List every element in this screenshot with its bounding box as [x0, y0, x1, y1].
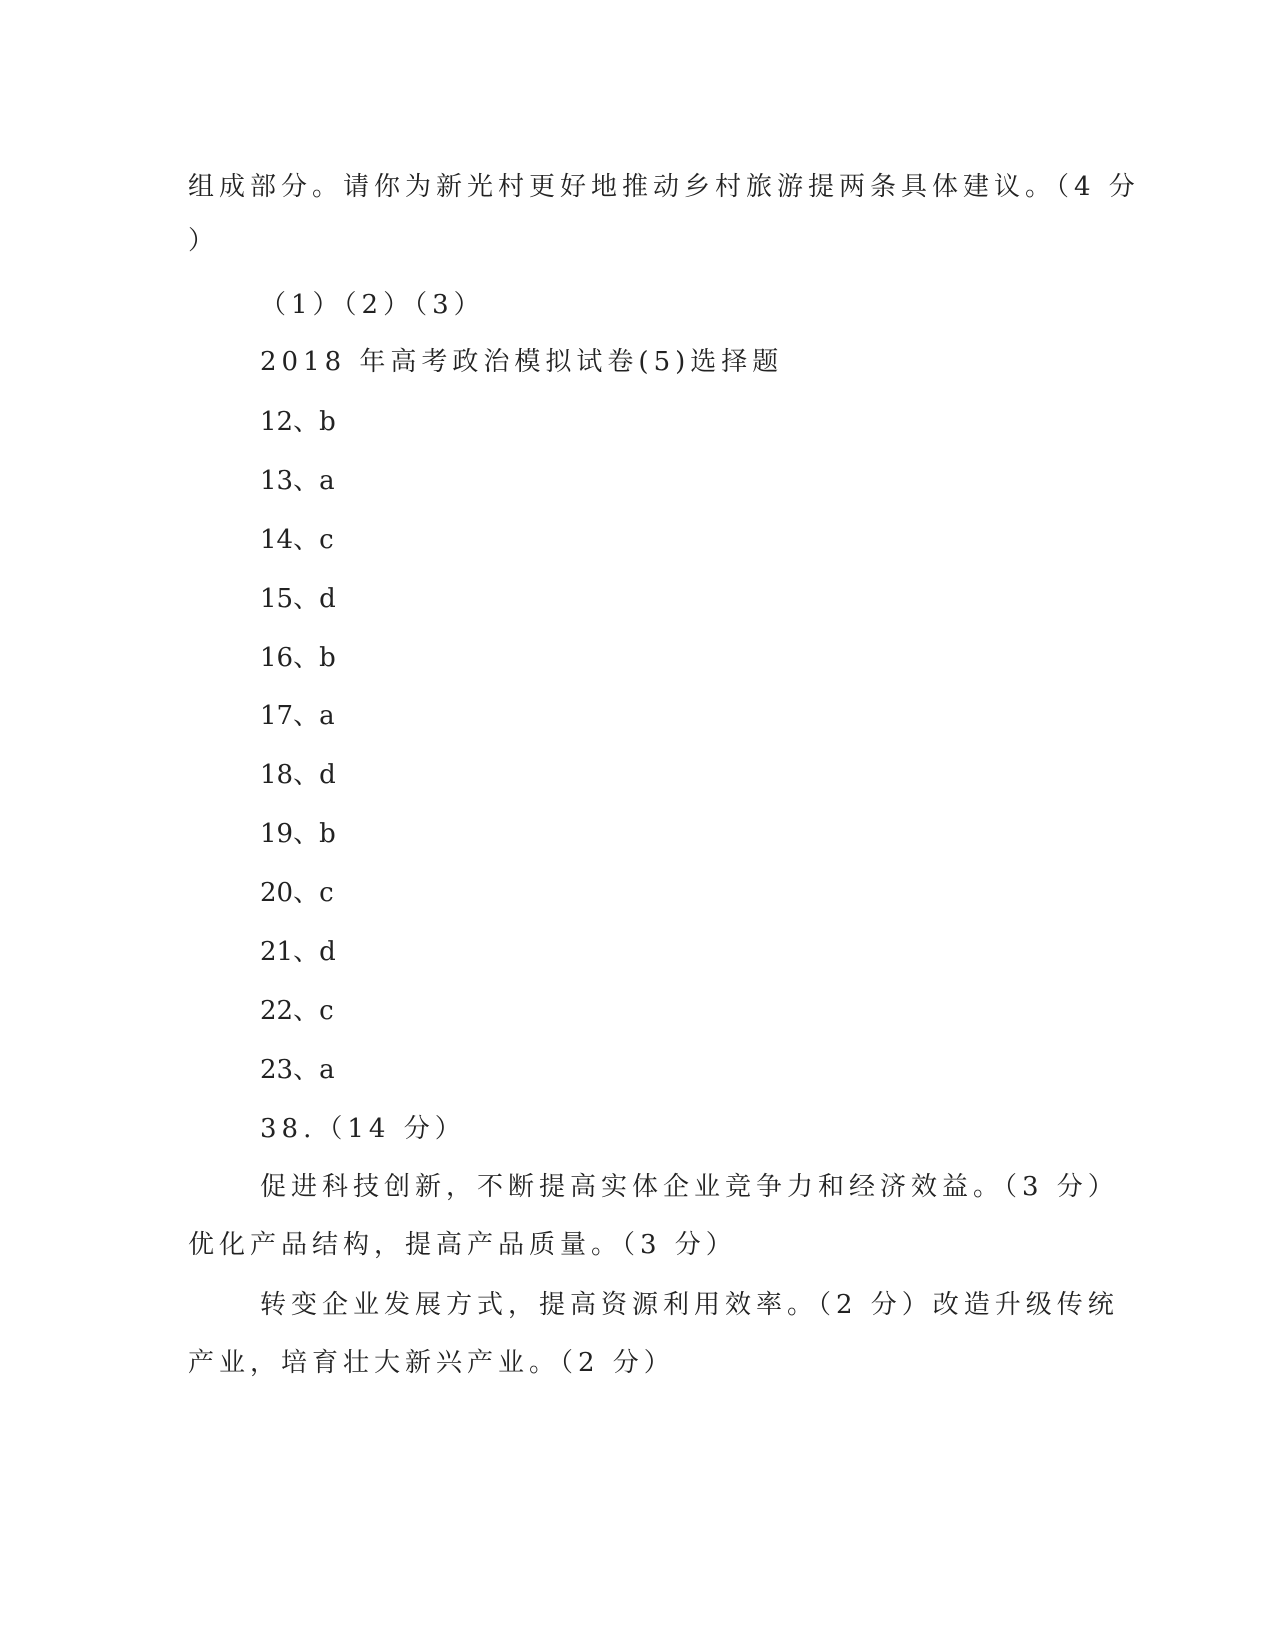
- question-text-line-end: ）: [188, 226, 220, 256]
- answer-item: 12、b: [260, 407, 336, 437]
- question-38-heading: 38.（14 分）: [260, 1114, 466, 1144]
- answer-item: 21、d: [260, 937, 336, 967]
- answer-paragraph-line: 优化产品结构，提高产品质量。（3 分）: [188, 1230, 737, 1260]
- answer-item: 23、a: [260, 1055, 335, 1085]
- answer-paragraph-line: 促进科技创新，不断提高实体企业竞争力和经济效益。（3 分）: [260, 1172, 1119, 1202]
- answer-item: 20、c: [260, 878, 334, 908]
- answer-item: 19、b: [260, 819, 336, 849]
- answer-item: 16、b: [260, 643, 336, 673]
- exam-section-title: 2018 年高考政治模拟试卷(5)选择题: [260, 347, 784, 377]
- answer-item: 15、d: [260, 584, 336, 614]
- answer-item: 17、a: [260, 701, 335, 731]
- answer-item: 18、d: [260, 760, 336, 790]
- question-text-line: 组成部分。请你为新光村更好地推动乡村旅游提两条具体建议。（4 分: [188, 172, 1140, 202]
- answer-item: 14、c: [260, 525, 334, 555]
- answer-paragraph-line: 产业，培育壮大新兴产业。（2 分）: [188, 1348, 675, 1378]
- answer-item: 22、c: [260, 996, 334, 1026]
- answer-paragraph-line: 转变企业发展方式，提高资源利用效率。（2 分）改造升级传统: [260, 1290, 1119, 1320]
- sub-item-markers: （1）（2）（3）: [260, 290, 485, 320]
- answer-item: 13、a: [260, 466, 335, 496]
